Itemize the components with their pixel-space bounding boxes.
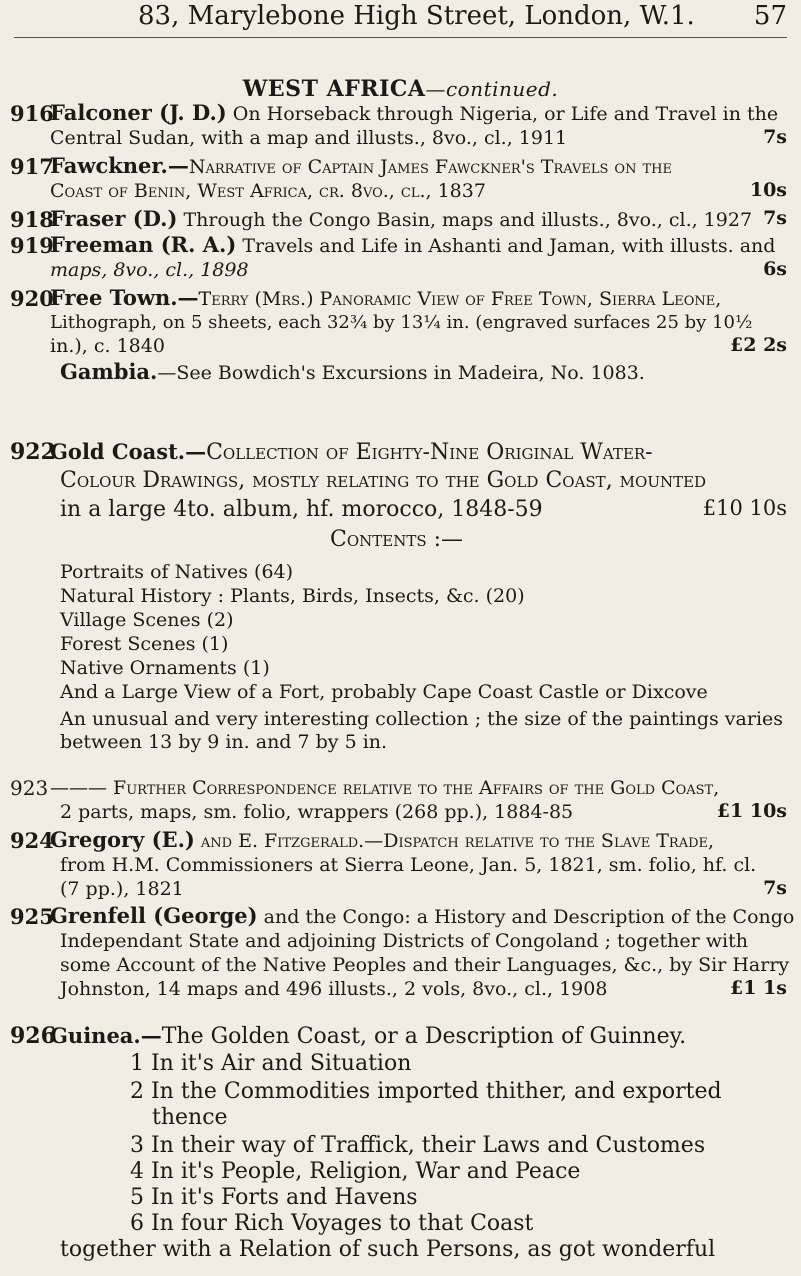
price: £10 10s — [702, 496, 787, 520]
running-head-address: 83, Marylebone High Street, London, W.1. — [138, 1, 695, 31]
section-name: WEST AFRICA — [242, 76, 426, 102]
price: 7s — [763, 877, 787, 899]
entry-detail: in.), c. 1840 — [50, 335, 165, 357]
lot-number: 919 — [10, 233, 54, 258]
entry-detail: in a large 4to. album, hf. morocco, 1848-59 — [60, 497, 543, 522]
price: 10s — [749, 179, 787, 201]
entry-title: Fraser (D.) Through the Congo Basin, maps and illusts., 8vo., cl., 1927 — [50, 206, 753, 231]
cross-reference-gambia: Gambia.—See Bowdich's Excursions in Madeira, No. 1083. — [60, 359, 645, 384]
contents-item: 5 In it's Forts and Havens — [130, 1185, 418, 1210]
price: 6s — [763, 258, 787, 280]
contents-item: Portraits of Natives (64) — [60, 561, 294, 583]
lot-number: 925 — [10, 904, 54, 929]
entry-title: Freeman (R. A.) Travels and Life in Ashanti and Jaman, with illusts. and — [50, 232, 776, 257]
lot-number: 918 — [10, 207, 54, 232]
entry-detail: some Account of the Native Peoples and their Languages, &c., by Sir Harry — [60, 954, 790, 976]
entry-title: Guinea.—The Golden Coast, or a Description of Guinney. — [50, 1023, 687, 1049]
lot-number: 917 — [10, 154, 54, 179]
entry-title: Free Town.—Terry (Mrs.) Panoramic View of Free Town, Sierra Leone, — [50, 285, 722, 310]
entry-detail: together with a Relation of such Persons, as got wonderful — [60, 1237, 716, 1262]
page-number: 57 — [753, 1, 787, 31]
entry-detail: Johnston, 14 maps and 496 illusts., 2 vols, 8vo., cl., 1908 — [60, 978, 608, 1000]
running-head — [0, 0, 801, 36]
entry-detail: Lithograph, on 5 sheets, each 32¾ by 13¼ in. (engraved surfaces 25 by 10½ — [50, 312, 753, 333]
entry-title: Gold Coast.—Collection of Eighty-Nine Original Water- — [50, 439, 653, 465]
lot-number: 916 — [10, 101, 54, 126]
contents-label: Contents :— — [330, 527, 464, 552]
section-continued: —continued. — [425, 77, 559, 101]
header-rule — [14, 37, 787, 38]
contents-item: Natural History : Plants, Birds, Insects, &c. (20) — [60, 585, 525, 607]
entry-detail: 2 parts, maps, sm. folio, wrappers (268 pp.), 1884-85 — [60, 801, 574, 823]
lot-number: 923 — [10, 776, 49, 800]
contents-item: 2 In the Commodities imported thither, and exported — [130, 1079, 722, 1104]
lot-number: 920 — [10, 286, 54, 311]
lot-number: 926 — [10, 1023, 56, 1049]
contents-item: thence — [152, 1105, 228, 1130]
lot-number: 924 — [10, 828, 54, 853]
entry-title: Falconer (J. D.) On Horseback through Nigeria, or Life and Travel in the — [50, 100, 779, 125]
entry-detail: maps, 8vo., cl., 1898 — [50, 259, 249, 281]
contents-item: Village Scenes (2) — [60, 609, 234, 631]
price: £1 1s — [730, 977, 787, 999]
lot-number: 922 — [10, 439, 56, 465]
entry-detail: (7 pp.), 1821 — [60, 878, 184, 900]
contents-item: 6 In four Rich Voyages to that Coast — [130, 1211, 534, 1236]
price: 7s — [763, 126, 787, 148]
entry-detail: Coast of Benin, West Africa, cr. 8vo., cl., 1837 — [50, 180, 486, 202]
entry-detail: from H.M. Commissioners at Sierra Leone, Jan. 5, 1821, sm. folio, hf. cl. — [60, 854, 757, 876]
price: £1 10s — [716, 800, 787, 822]
contents-item: 1 In it's Air and Situation — [130, 1051, 412, 1076]
entry-title: Fawckner.—Narrative of Captain James Fawckner's Travels on the — [50, 153, 673, 178]
contents-item: 4 In it's People, Religion, War and Peace — [130, 1159, 581, 1184]
section-title — [0, 76, 801, 102]
entry-detail: Central Sudan, with a map and illusts., 8vo., cl., 1911 — [50, 127, 568, 149]
entry-note: An unusual and very interesting collection ; the size of the paintings varies — [60, 708, 784, 730]
entry-note: between 13 by 9 in. and 7 by 5 in. — [60, 731, 388, 753]
contents-item: Native Ornaments (1) — [60, 657, 270, 679]
price: £2 2s — [730, 334, 787, 356]
entry-title: Gregory (E.) and E. Fitzgerald.—Dispatch relative to the Slave Trade, — [50, 827, 715, 852]
price: 7s — [763, 207, 787, 229]
contents-item: Forest Scenes (1) — [60, 633, 229, 655]
entry-title: ——— Further Correspondence relative to the Affairs of the Gold Coast, — [50, 777, 720, 799]
entry-detail: Colour Drawings, mostly relating to the Gold Coast, mounted — [60, 468, 707, 493]
entry-detail: Independant State and adjoining Districts of Congoland ; together with — [60, 930, 748, 952]
contents-item: And a Large View of a Fort, probably Cape Coast Castle or Dixcove — [60, 681, 708, 703]
contents-item: 3 In their way of Traffick, their Laws and Customes — [130, 1133, 706, 1158]
entry-title: Grenfell (George) and the Congo: a History and Description of the Congo — [50, 903, 795, 928]
